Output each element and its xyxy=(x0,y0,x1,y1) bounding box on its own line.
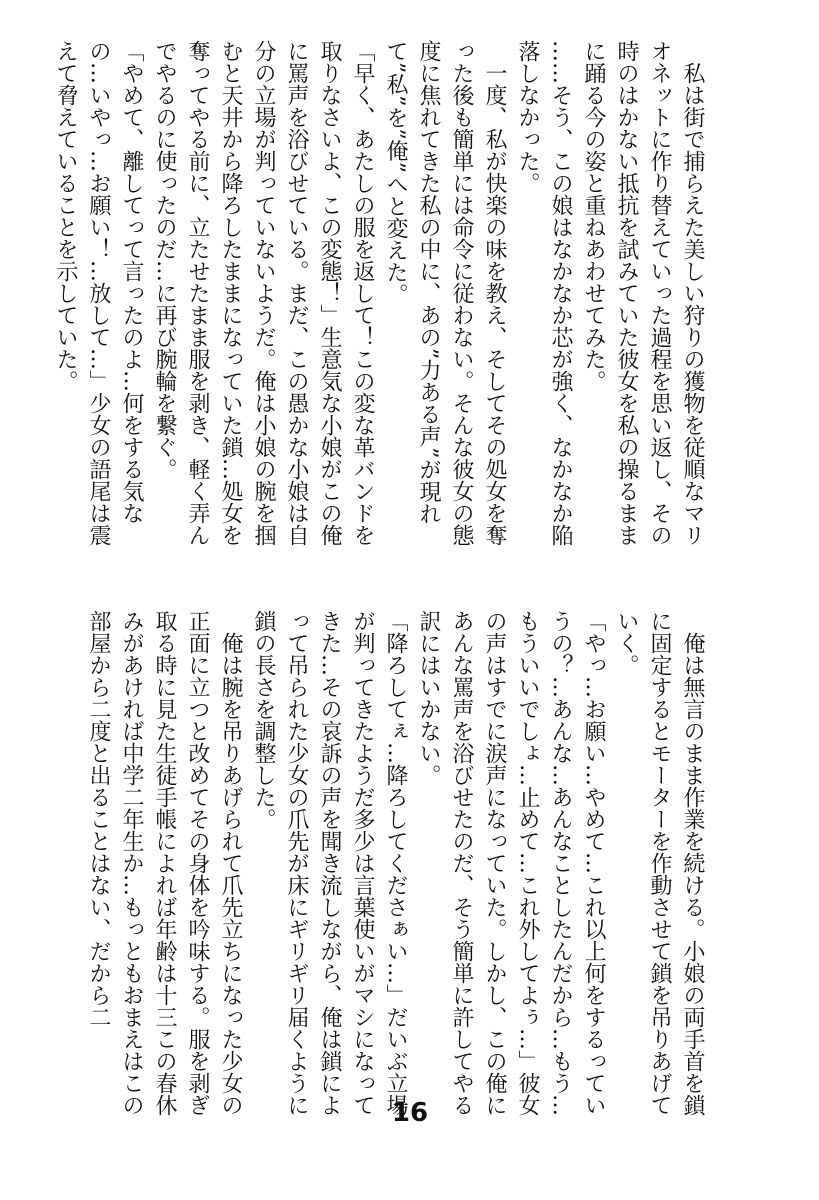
paragraph-top-2: ……そう、この娘はなかなか芯が強く、なかなか陥落しなかった。 xyxy=(515,40,573,546)
paragraph-bottom-4: 俺は腕を吊りあげられて爪先立ちになった少女の正面に立つと改めてその身体を吟味する。服を剥ぎ取る時に見た生徒手帳によれば年齢は十三この春休みがあければ中学二年生か…もっともおまえはこの部屋から二度と出ることはない、だから二 xyxy=(86,610,243,1116)
paragraph-bottom-2: 「やっ…お願い…やめて…これ以上何をするっていうの？…あんな…あんなことしたんだから…もう…もういいでしょ…止めて…これ外してよぅ…」彼女の声はすでに涙声になっていた。しかし、この俺にあんな罵声を浴びせたのだ、そう簡単に許してやる訳にはいかない。 xyxy=(416,610,606,1116)
paragraph-top-5: 「やめて、離してって言ったのよ…何をする気なの…いやっ…お願い！…放して…」少女の語尾は震えて脅えていることを示していた。 xyxy=(53,40,144,546)
page-number: 16 xyxy=(391,1098,429,1128)
paragraph-top-1: 私は街で捕らえた美しい狩りの獲物を従順なマリオネットに作り替えていった過程を思い返し、その時のはかない抵抗を試みていた彼女を私の操るままに踊る今の姿と重ねあわせてみた。 xyxy=(581,40,705,546)
top-text-block xyxy=(53,40,709,550)
bottom-text-block xyxy=(86,610,709,1120)
paragraph-top-4: 「早く、あたしの服を返して！この変な革バンドを取りなさいよ、この変態！」生意気な小娘がこの俺に罵声を浴びせている。まだ、この愚かな小娘は自分の立場が判っていないようだ。俺は小娘の腕を掴むと天井から降ろしたままになっていた鎖…処女を奪ってやる前に、立たせたまま服を剥き、軽く弄んでやるのに使ったのだ…に再び腕輪を繋ぐ。 xyxy=(152,40,375,546)
paragraph-bottom-1: 俺は無言のまま作業を続ける。小娘の両手首を鎖に固定するとモーターを作動させて鎖を吊りあげていく。 xyxy=(614,610,705,1116)
paragraph-bottom-3: 「降ろしてぇ…降ろしてくださぁい…」だいぶ立場が判ってきたようだ多少は言葉使いがマシになってきた…その哀訴の声を聞き流しながら、俺は鎖によって吊られた少女の爪先が床にギリギリ届くように鎖の長さを調整した。 xyxy=(251,610,408,1116)
paragraph-top-3: 一度、私が快楽の味を教え、そしてその処女を奪った後も簡単には命令に従わない。そんな彼女の態度に焦れてきた私の中に、あの”力ある声”が現れて”私”を”俺”へと変えた。 xyxy=(383,40,507,546)
